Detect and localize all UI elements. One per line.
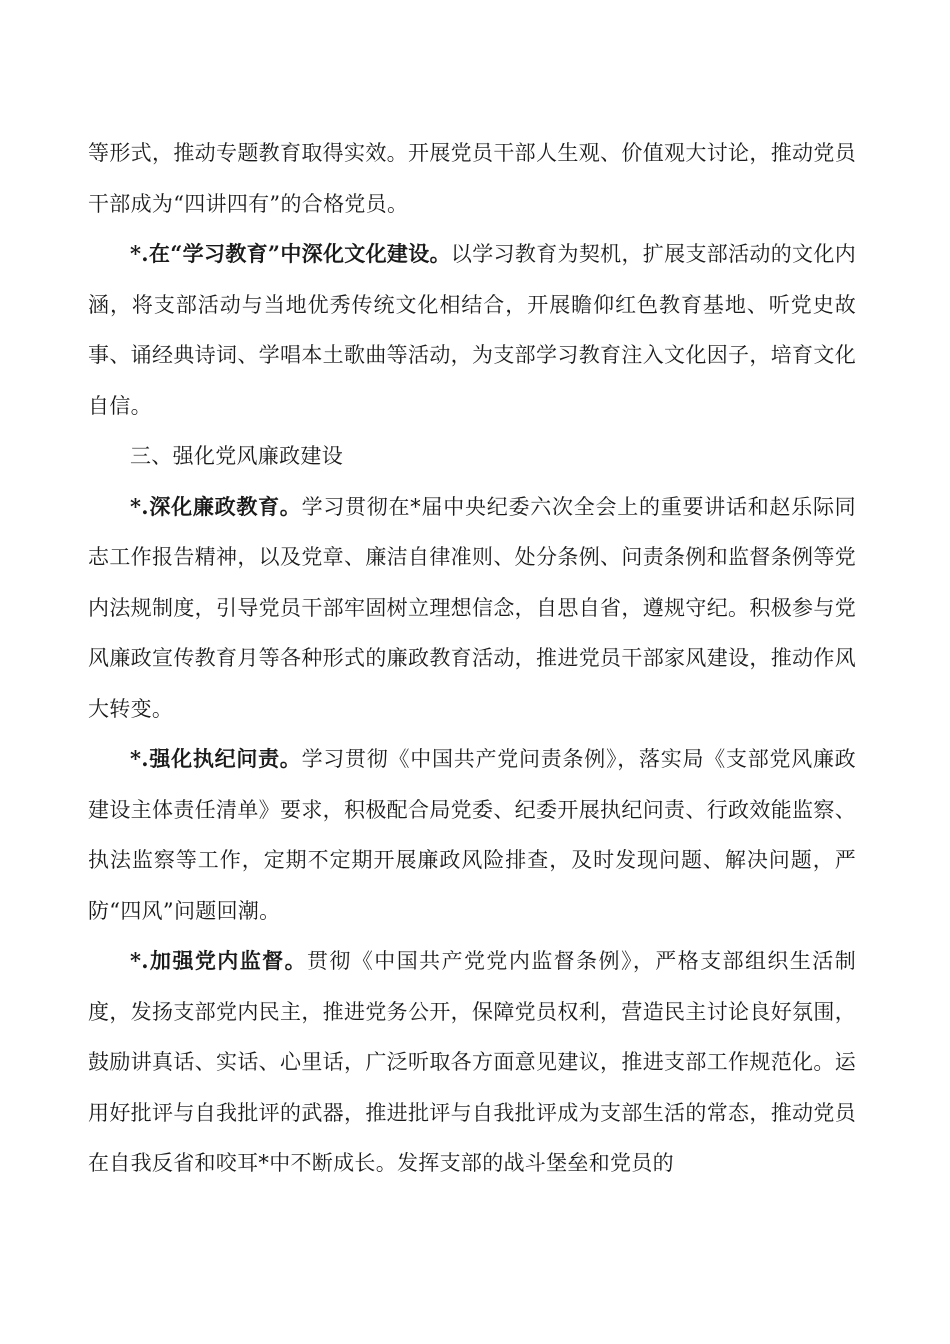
paragraph-internal-supervision: [88, 936, 856, 1189]
paragraph-text: 贯彻《中国共产党党内监督条例》，严格支部组织生活制度，发扬支部党内民主，推进党务公开，保障党员权利，营造民主讨论良好氛围，鼓励讲真话、实话、心里话，广泛听取各方面意见建议，推进支部工作规范化。运用好批评与自我批评的武器，推进批评与自我批评成为支部生活的常态，推动党员在自我反省和咬耳*中不断成长。发挥支部的战斗堡垒和党员的: [88, 949, 856, 1175]
paragraph-lead: *.在“学习教育”中深化文化建设。: [130, 241, 451, 266]
paragraph-continuation: [88, 128, 856, 229]
paragraph-text: 学习贯彻《中国共产党问责条例》，落实局《支部党风廉政建设主体责任清单》要求，积极配合局党委、纪委开展执纪问责、行政效能监察、执法监察等工作，定期不定期开展廉政风险排查，及时发现问题、解决问题，严防“四风”问题回潮。: [88, 747, 856, 923]
paragraph-integrity-education: [88, 482, 856, 735]
document-body: [88, 128, 856, 1189]
paragraph-lead: *.加强党内监督。: [130, 948, 307, 973]
section-heading-text: 三、强化党风廉政建设: [130, 444, 343, 468]
section-heading: [88, 431, 856, 482]
paragraph-lead: *.深化廉政教育。: [130, 493, 302, 519]
paragraph-text: 学习贯彻在*届中央纪委六次全会上的重要讲话和赵乐际同志工作报告精神，以及党章、廉洁自律准则、处分条例、问责条例和监督条例等党内法规制度，引导党员干部牢固树立理想信念，自思自省，遵规守纪。积极参与党风廉政宣传教育月等各种形式的廉政教育活动，推进党员干部家风建设，推动作风大转变。: [88, 494, 856, 721]
paragraph-text: 等形式，推动专题教育取得实效。开展党员干部人生观、价值观大讨论，推动党员干部成为“四讲四有”的合格党员。: [88, 141, 856, 216]
paragraph-accountability: [88, 734, 856, 936]
paragraph-text: 以学习教育为契机，扩展支部活动的文化内涵，将支部活动与当地优秀传统文化相结合，开展瞻仰红色教育基地、听党史故事、诵经典诗词、学唱本土歌曲等活动，为支部学习教育注入文化因子，培育文化自信。: [88, 242, 856, 418]
paragraph-lead: *.强化执纪问责。: [130, 746, 302, 771]
paragraph-culture-building: [88, 229, 856, 431]
